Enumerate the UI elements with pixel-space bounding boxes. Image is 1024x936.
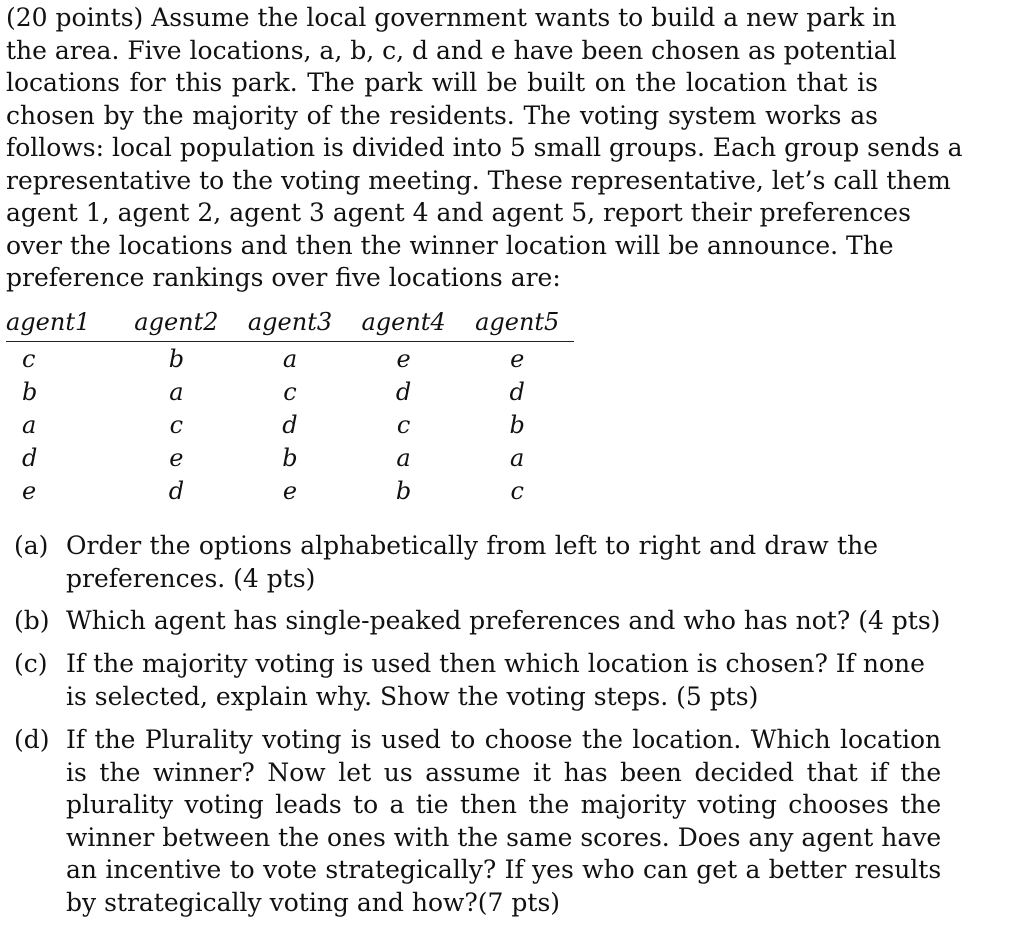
table-row (6, 342, 574, 376)
table-cell: a (169, 377, 184, 406)
question-line: Order the options alphabetically from left to right and draw the (66, 531, 878, 560)
question-line: plurality voting leads to a tie then the majority voting chooses the (66, 790, 942, 819)
table-cell: b (168, 344, 185, 373)
question-label: (a) (14, 531, 49, 560)
table-cell: e (510, 344, 525, 373)
table-cell: e (282, 476, 298, 505)
question-line: an incentive to vote strategically? If yes who can get a better results (66, 855, 942, 884)
column-header-agent3: agent3 (233, 307, 347, 342)
intro-line: (20 points) Assume the local government wants to build a new park in (6, 3, 897, 32)
question-label: (d) (14, 725, 50, 754)
table-cell: c (169, 410, 184, 439)
question-line: is selected, explain why. Show the voting steps. (5 pts) (66, 681, 759, 711)
question-line: Which agent has single-peaked preferences and who has not? (4 pts) (66, 606, 941, 635)
preference-table (6, 307, 574, 507)
question-label: (b) (14, 606, 50, 635)
table-header-row (6, 307, 574, 342)
question-text (66, 530, 878, 595)
question-line: If the Plurality voting is used to choose the location. Which location (66, 725, 942, 754)
column-header-agent2: agent2 (120, 307, 234, 342)
table-cell: d (395, 377, 412, 406)
table-cell: b (395, 476, 412, 505)
table-cell: d (282, 410, 298, 439)
table-row (6, 441, 574, 474)
table-row (6, 408, 574, 441)
table-cell: a (396, 443, 411, 472)
question-line: is the winner? Now let us assume it has been decided that if the (66, 757, 942, 787)
table-cell: e (22, 476, 37, 505)
question-line: preferences. (4 pts) (66, 563, 316, 593)
intro-line: chosen by the majority of the residents. The voting system works as (6, 100, 878, 130)
question-line: by strategically voting and how?(7 pts) (66, 887, 561, 917)
column-header-agent1: agent1 (6, 307, 120, 342)
table-cell: d (509, 377, 525, 406)
question-c (14, 648, 925, 713)
table-cell: b (509, 410, 525, 439)
table-cell: d (168, 476, 185, 505)
question-text (66, 605, 940, 638)
table-row (6, 474, 574, 507)
intro-line: the area. Five locations, a, b, c, d and e have been chosen as potential (6, 35, 897, 65)
intro-line: follows: local population is divided into 5 small groups. Each group sends a (6, 133, 963, 162)
question-line: If the majority voting is used then which location is chosen? If none (66, 649, 925, 678)
table-cell: a (22, 410, 37, 439)
intro-line: locations for this park. The park will be built on the location that is (6, 68, 878, 97)
question-text (66, 724, 941, 919)
table-cell: d (22, 443, 38, 472)
table-cell: c (510, 476, 524, 505)
question-label: (c) (14, 649, 48, 678)
table-cell: e (169, 443, 184, 472)
table-cell: e (396, 344, 411, 373)
intro-line: preference rankings over five locations are: (6, 263, 561, 292)
question-a (14, 530, 878, 595)
table-cell: b (22, 377, 38, 406)
table-cell: c (283, 377, 297, 406)
intro-line: agent 1, agent 2, agent 3 agent 4 and agent 5, report their preferences (6, 198, 911, 227)
column-header-agent5: agent5 (460, 307, 574, 342)
question-b (14, 605, 941, 638)
intro-line: over the locations and then the winner location will be announce. The (6, 230, 894, 260)
table-cell: a (282, 344, 298, 373)
problem-statement (6, 2, 963, 295)
table-cell: b (282, 443, 298, 472)
question-line: winner between the ones with the same scores. Does any agent have (66, 822, 942, 852)
table-cell: c (396, 410, 411, 439)
table-row (6, 375, 574, 408)
intro-line: representative to the voting meeting. These representative, let’s call them (6, 165, 951, 195)
question-d (14, 724, 942, 919)
table-cell: c (22, 344, 36, 373)
table-cell: a (510, 443, 525, 472)
column-header-agent4: agent4 (347, 307, 461, 342)
question-text (66, 648, 925, 713)
